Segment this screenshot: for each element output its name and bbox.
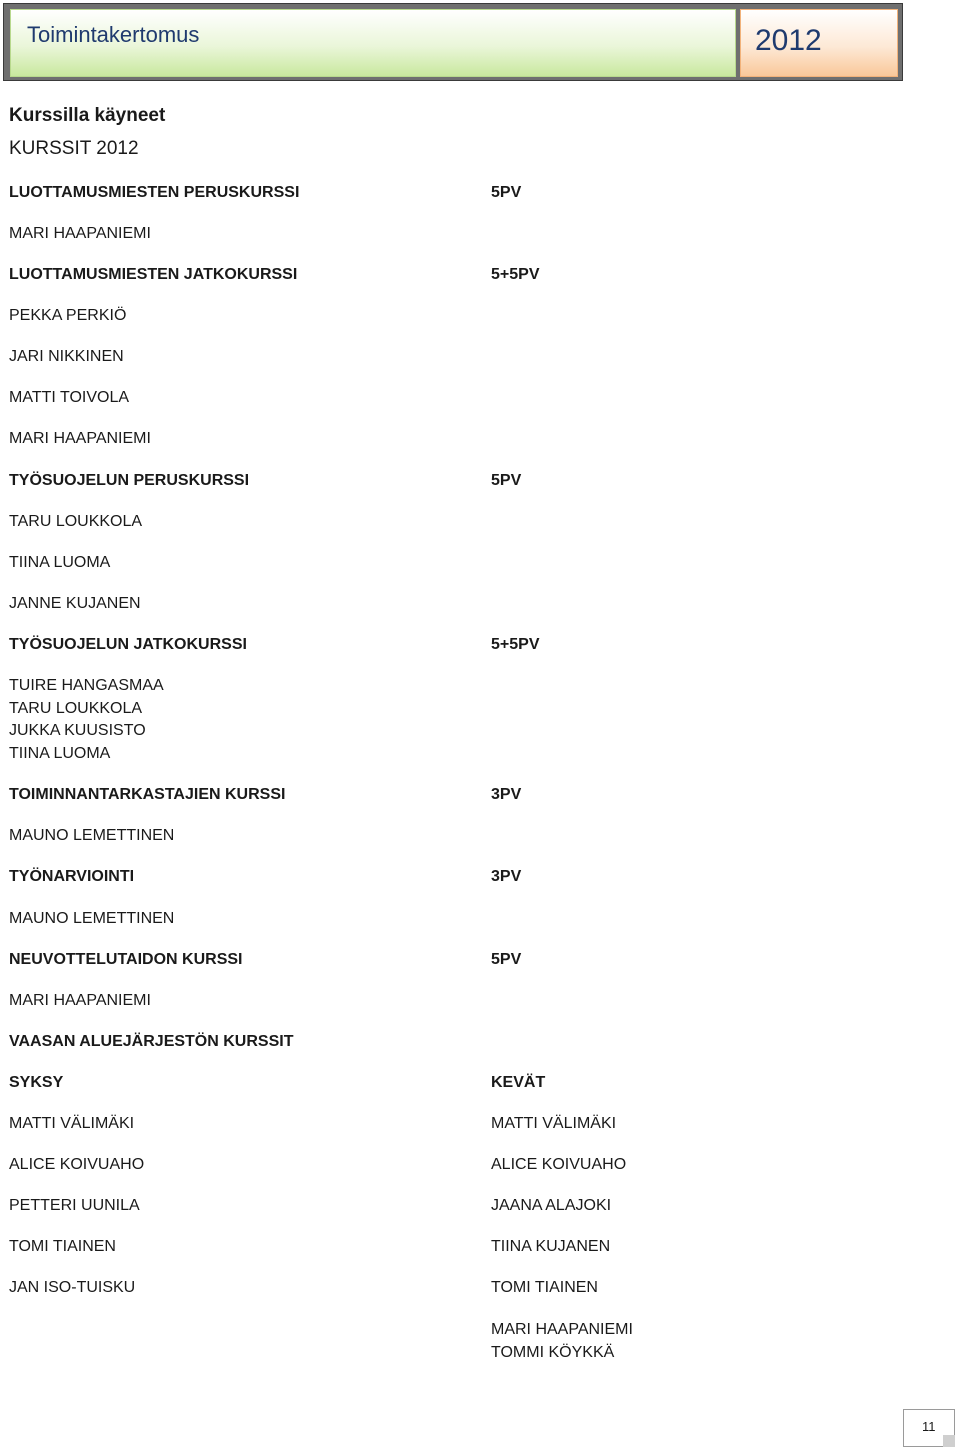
participant-name: MAUNO LEMETTINEN [9, 910, 175, 927]
participant-name: TUIRE HANGASMAA [9, 677, 164, 694]
participant-name: PEKKA PERKIÖ [9, 307, 127, 324]
participant-name: JAN ISO-TUISKU [9, 1279, 136, 1296]
course-title: VAASAN ALUEJÄRJESTÖN KURSSIT [9, 1033, 294, 1050]
participant-name: MARI HAAPANIEMI [9, 992, 151, 1009]
participant-name: TOMI TIAINEN [9, 1238, 116, 1255]
participant-name: MATTI VÄLIMÄKI [491, 1115, 617, 1132]
participant-name: JUKKA KUUSISTO [9, 722, 146, 739]
header-year-box [740, 9, 898, 77]
participant-name: TOMI TIAINEN [491, 1279, 598, 1296]
course-duration: 5PV [491, 472, 522, 489]
participant-name: JAANA ALAJOKI [491, 1197, 612, 1214]
course-title: TYÖSUOJELUN JATKOKURSSI [9, 636, 247, 653]
page-number-box [903, 1409, 955, 1447]
course-title: TOIMINNANTARKASTAJIEN KURSSI [9, 786, 286, 803]
participant-name: MAUNO LEMETTINEN [9, 827, 175, 844]
participant-name: MATTI VÄLIMÄKI [9, 1115, 135, 1132]
participant-name: MATTI TOIVOLA [9, 389, 130, 406]
participant-name: MARI HAAPANIEMI [491, 1321, 633, 1338]
course-duration: 3PV [491, 868, 522, 885]
course-duration: 3PV [491, 786, 522, 803]
header-title: Toimintakertomus [27, 22, 200, 47]
course-duration: 5+5PV [491, 266, 540, 283]
participant-name: JARI NIKKINEN [9, 348, 124, 365]
course-duration: 5PV [491, 951, 522, 968]
header-year: 2012 [755, 24, 822, 57]
participant-name: ALICE KOIVUAHO [491, 1156, 627, 1173]
participant-name: TIINA KUJANEN [491, 1238, 611, 1255]
course-duration: 5+5PV [491, 636, 540, 653]
header-title-box [10, 9, 736, 77]
season-heading-right: KEVÄT [491, 1074, 546, 1091]
course-title: LUOTTAMUSMIESTEN PERUSKURSSI [9, 184, 300, 201]
participant-name: TIINA LUOMA [9, 745, 111, 762]
participant-name: TARU LOUKKOLA [9, 513, 143, 530]
page-number: 11 [922, 1419, 936, 1434]
course-title: TYÖSUOJELUN PERUSKURSSI [9, 472, 250, 489]
course-duration: 5PV [491, 184, 522, 201]
participant-name: MARI HAAPANIEMI [9, 430, 151, 447]
participant-name: MARI HAAPANIEMI [9, 225, 151, 242]
participant-name: TOMMI KÖYKKÄ [491, 1344, 615, 1361]
participant-name: ALICE KOIVUAHO [9, 1156, 145, 1173]
participant-name: PETTERI UUNILA [9, 1197, 140, 1214]
page-header [3, 3, 903, 81]
course-title: LUOTTAMUSMIESTEN JATKOKURSSI [9, 266, 298, 283]
participant-name: TARU LOUKKOLA [9, 700, 143, 717]
participant-name: JANNE KUJANEN [9, 595, 141, 612]
section-subtitle: KURSSIT 2012 [9, 138, 139, 159]
page-fold-icon [943, 1435, 955, 1447]
course-title: TYÖNARVIOINTI [9, 868, 135, 885]
season-heading-left: SYKSY [9, 1074, 64, 1091]
section-title: Kurssilla käyneet [9, 105, 166, 126]
participant-name: TIINA LUOMA [9, 554, 111, 571]
course-title: NEUVOTTELUTAIDON KURSSI [9, 951, 243, 968]
